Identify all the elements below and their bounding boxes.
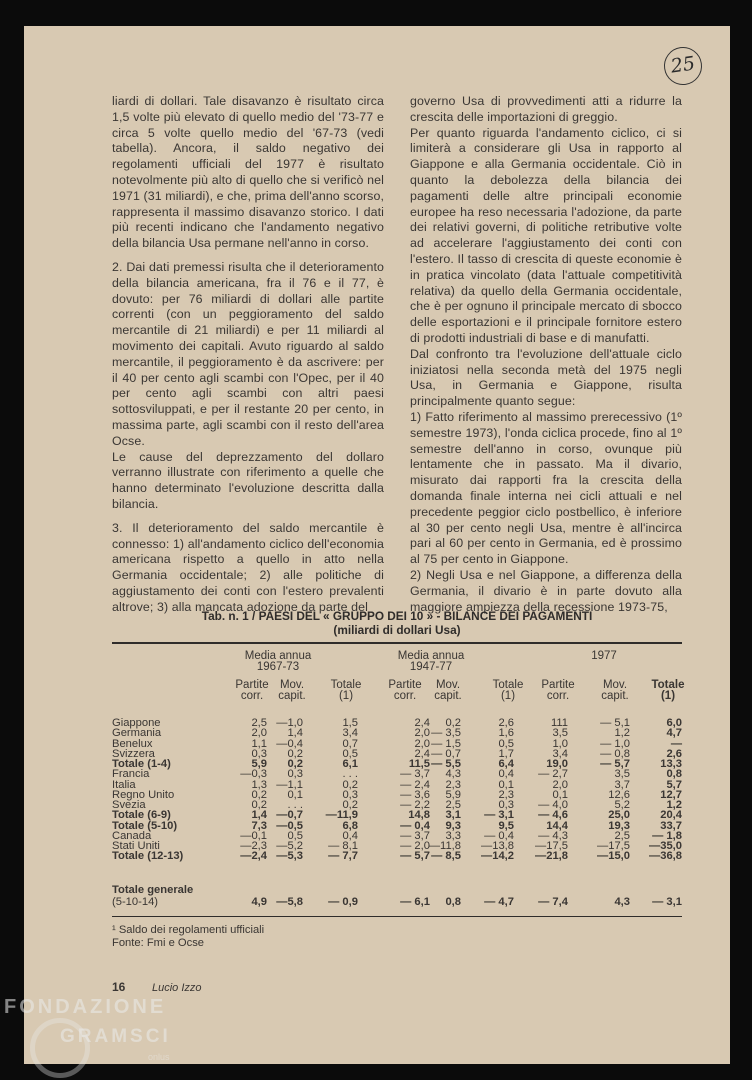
table-cell: 0,3 — [287, 768, 303, 781]
table-cell: 1,5 — [342, 717, 358, 729]
table-cell: 0,1 — [287, 788, 303, 801]
table-row-label: Benelux — [112, 737, 153, 750]
paragraph: 1) Fatto riferimento al massimo prerecessivo (1º semestre 1973), l'onda ciclica procede, fino al 1º semestre dell'anno in corso, ovunque più lentamente che in passato. Ma il divario, misurato dai rapporti fra la crescita della domanda finale interna nei cicli attuali e nel precedente peggior ciclo postbellico, è inferiore al 30 per cento negli Usa, mentre è all'incirca pari al 60 per cento in Germania, ed è prossimo al 75 per cento in Giappone. — [410, 409, 682, 567]
column-header: Partite — [388, 679, 422, 691]
table-cell: 2,5 — [251, 717, 267, 729]
table-cell: —0,1 — [240, 829, 267, 842]
table-cell: 0,3 — [251, 747, 267, 760]
table-cell: — 3,5 — [431, 727, 461, 740]
table-cell: 3,5 — [552, 727, 568, 740]
table-title-line1: Tab. n. 1 / PAESI DEL « GRUPPO DEI 10 » - BILANCE DEI PAGAMENTI — [201, 609, 593, 623]
table-cell: 6,4 — [498, 758, 514, 770]
column-header: Totale — [651, 679, 685, 691]
table-cell: 2,5 — [445, 799, 461, 811]
table-cell: —5,8 — [276, 896, 303, 908]
table-cell: —0,4 — [276, 737, 303, 750]
table-cell: —1,1 — [276, 778, 303, 791]
column-header: Mov. — [602, 679, 628, 691]
watermark-line3: onlus — [148, 1052, 170, 1062]
table-cell: — 5,7 — [400, 850, 430, 863]
footnote-1: ¹ Saldo dei regolamenti ufficiali — [112, 924, 265, 936]
table-cell: 0,2 — [251, 799, 267, 811]
column-header: capit. — [278, 690, 306, 702]
table-cell: — 5,5 — [431, 758, 461, 770]
table-cell: — 0,8 — [600, 747, 630, 760]
table-cell: — 4,7 — [484, 896, 514, 908]
table-cell: —2,4 — [240, 850, 267, 863]
table-cell: 0,2 — [251, 788, 267, 801]
table-cell: 0,1 — [498, 778, 514, 791]
table-cell: 2,0 — [251, 727, 267, 740]
table-cell: — 1,0 — [600, 737, 630, 750]
right-text-column — [410, 94, 682, 623]
table-cell: —1,0 — [276, 717, 303, 729]
table-row-label: Francia — [112, 768, 150, 781]
paragraph: 2. Dai dati premessi risulta che il deterioramento della bilancia americana, fra il 76 e il 77, è dovuto: per 76 miliardi di dollari alle partite correnti (con un peggioramento del saldo mercantile di 21 miliardi) e per 11 miliardi al movimento dei capitali. Avuto riguardo al saldo mercantile, il peggioramento è da ascrivere: per il 40 per cento agli scambi con l'Opec, per il 40 per cento agli scambi con altri paesi sottosviluppati, e per il restante 20 per cento, in massima parte, agli scambi con il resto dell'area Ocse. — [112, 259, 384, 448]
table-cell: 14,4 — [546, 819, 568, 832]
handwritten-page-number: 25 — [662, 45, 705, 88]
table-row-label: Stati Uniti — [112, 840, 160, 852]
table-cell: — 0,7 — [431, 747, 461, 760]
table-cell: 0,2 — [287, 747, 303, 760]
table-cell: 0,5 — [342, 747, 358, 760]
table-cell: 3,5 — [614, 768, 630, 781]
table-row-label: Giappone — [112, 717, 161, 729]
table-cell: 9,3 — [445, 819, 461, 832]
table-cell: 9,5 — [498, 819, 514, 832]
author-name: Lucio Izzo — [152, 982, 202, 994]
table-cell: . . . — [287, 799, 303, 811]
table-cell: — 0,9 — [328, 896, 358, 908]
column-header: corr. — [546, 690, 570, 702]
table-cell: 1,6 — [498, 727, 514, 740]
column-header: Partite — [541, 679, 575, 691]
table-cell: 0,5 — [498, 737, 514, 750]
table-cell: 3,4 — [552, 747, 568, 760]
table-cell: 2,4 — [414, 747, 430, 760]
table-cell: —11,8 — [428, 840, 461, 852]
table-cell: 0,1 — [552, 788, 568, 801]
table-cell: — 8,1 — [328, 840, 358, 852]
table-cell: — 4,3 — [538, 829, 568, 842]
column-group-header: 1967-73 — [256, 661, 300, 673]
table-cell: 1,4 — [251, 809, 267, 822]
table-cell: 20,4 — [660, 809, 682, 822]
watermark-line1: FONDAZIONE — [4, 996, 167, 1018]
table-cell: 4,3 — [614, 896, 630, 908]
column-header: Partite — [235, 679, 269, 691]
table-cell: — — [670, 737, 682, 750]
column-header: corr. — [240, 690, 264, 702]
table-cell: 1,7 — [498, 747, 514, 760]
table-cell: —5,2 — [276, 840, 303, 852]
paragraph: liardi di dollari. Tale disavanzo è risultato circa 1,5 volte più elevato di quello medio del '73-77 e circa 5 volte quello medio del '67-73 (vedi tabella). Ancora, il saldo negativo dei regolamenti ufficiali del 1977 è risultato notevolmente più alto di quello che si verificò nel 1971 (31 miliardi), e che, prima dell'anno scorso, rappresenta il massimo disavanzo storico. I dati più recenti indicano che l'andamento negativo della bilancia Usa permane nell'anno in corso. — [112, 94, 384, 251]
paragraph: Dal confronto tra l'evoluzione dell'attuale ciclo iniziatosi nella seconda metà del 1975 negli Usa, in Germania e Giappone, risulta principalmente quanto segue: — [410, 346, 682, 409]
table-cell: 11,5 — [408, 758, 430, 770]
source-note: Fonte: Fmi e Ocse — [112, 936, 205, 949]
table-cell: 3,3 — [445, 829, 461, 842]
table-cell: 2,5 — [614, 829, 630, 842]
table-cell: 0,8 — [666, 768, 682, 781]
table-cell: — 7,4 — [538, 896, 568, 908]
table-row-label: Totale (1-4) — [112, 758, 171, 770]
table-cell: 0,4 — [342, 829, 358, 842]
table-cell: 7,3 — [251, 819, 267, 832]
table-cell: —21,8 — [535, 850, 568, 863]
table-cell: 13,3 — [660, 758, 682, 770]
table-cell: 2,0 — [552, 778, 568, 791]
column-header: corr. — [393, 690, 417, 702]
table-cell: 4,9 — [251, 896, 267, 908]
table-cell: — 5,1 — [600, 717, 630, 729]
table-cell: — 7,7 — [328, 850, 358, 863]
table-cell: — 3,7 — [400, 768, 430, 781]
column-group-header: Media annua — [244, 650, 312, 662]
table-cell: 25,0 — [608, 809, 630, 822]
table-cell: 5,9 — [251, 758, 267, 770]
table-cell: 4,7 — [666, 727, 682, 740]
table-cell: 5,7 — [666, 778, 682, 791]
table-cell: — 3,1 — [484, 809, 514, 822]
table-cell: 2,3 — [498, 788, 514, 801]
table-cell: 0,3 — [498, 799, 514, 811]
table-cell: 0,2 — [445, 717, 461, 729]
table-row-label: Totale (6-9) — [112, 809, 171, 822]
table-row-label: Totale (12-13) — [112, 850, 184, 863]
column-group-header: Media annua — [397, 650, 465, 662]
column-group-header: 1947-77 — [409, 661, 453, 673]
table-cell: 12,6 — [608, 788, 630, 801]
paragraph: Per quanto riguarda l'andamento ciclico, ci si limiterà a considerare gli Usa in rapporto al Giappone e alla Germania occidentale. Ciò in quanto la debolezza della bilancia dei pagamenti delle altre principali economie europee ha reso necessaria l'adozione, da parte dei relativi governi, di politiche retributive volte ad accelerare l'aggiustamento dei conti con l'estero. Il tasso di crescita di queste economie è in pratica vincolato (data l'attuale competitività relativa) da quello della Germania occidentale, che è per ognuno il principale mercato di sbocco delle esportazioni e il principale fornitore estero di prodotti industriali di base e di manufatti. — [410, 125, 682, 345]
table-cell: — 4,6 — [538, 809, 568, 822]
table-cell: — 3,7 — [400, 829, 430, 842]
table-cell: 3,1 — [445, 809, 461, 822]
table-cell: —5,3 — [276, 850, 303, 863]
paragraph: Le cause del deprezzamento del dollaro verranno illustrate con riferimento a quelle che hanno determinato l'evoluzione descritta dalla bilancia. — [112, 449, 384, 511]
table-row-label: Svezia — [112, 799, 146, 811]
table-cell: — 3,1 — [652, 896, 682, 908]
table-cell: — 5,7 — [600, 758, 630, 770]
paragraph: 2) Negli Usa e nel Giappone, a differenza della Germania, il divario è in parte dovuto alla maggiore ampiezza della recessione 1973-75, — [410, 567, 682, 614]
table-cell: — 1,8 — [652, 829, 682, 842]
column-header: (1) — [500, 690, 516, 702]
table-cell: 5,2 — [614, 799, 630, 811]
table-cell: . . . — [342, 768, 358, 781]
left-text-column — [112, 94, 384, 624]
table-cell: — 3,6 — [400, 788, 430, 801]
table-cell: —17,5 — [535, 840, 568, 852]
table-cell: — 0,4 — [484, 829, 514, 842]
table-cell: 0,2 — [287, 758, 303, 770]
table-cell: —2,3 — [240, 840, 267, 852]
table-cell: —13,8 — [481, 840, 514, 852]
table-cell: 1,1 — [251, 737, 267, 750]
column-header: Totale — [492, 679, 524, 691]
table-cell: 1,3 — [251, 778, 267, 791]
column-header: Mov. — [279, 679, 305, 691]
watermark-line2: GRAMSCI — [60, 1026, 171, 1047]
table-cell: 4,3 — [445, 768, 461, 781]
table-cell: 0,3 — [342, 788, 358, 801]
total-general-label: Totale generale — [112, 884, 194, 896]
page-number: 16 — [112, 980, 126, 994]
table-cell: 0,7 — [342, 737, 358, 750]
table-cell: 111 — [550, 717, 568, 729]
paragraph: governo Usa di provvedimenti atti a ridurre la crescita delle importazioni di greggio. — [410, 94, 682, 124]
table-cell: 1,4 — [287, 727, 303, 740]
table-cell: 0,5 — [287, 829, 303, 842]
table-cell: — 1,5 — [431, 737, 461, 750]
table-title — [112, 610, 682, 637]
paragraph: 3. Il deterioramento del saldo mercantile è connesso: 1) all'andamento ciclico dell'economia americana rispetto a quello in atto nella Germania occidentale; 2) alle politiche di aggiustamento dei conti con l'estero prevalenti altrove; 3) alla mancata adozione da parte del — [112, 520, 384, 614]
table-cell: —17,5 — [597, 840, 630, 852]
table-cell: — 2,4 — [400, 778, 430, 791]
table-cell: —36,8 — [649, 850, 682, 863]
table-cell: — 2,7 — [538, 768, 568, 781]
table-cell: 6,0 — [666, 717, 682, 729]
table-row-label: Regno Unito — [112, 788, 175, 801]
column-header: (1) — [660, 690, 676, 702]
table-cell: 3,4 — [342, 727, 358, 740]
column-header: (1) — [338, 690, 354, 702]
table-cell: —0,7 — [276, 809, 303, 822]
table-row-label: Italia — [112, 778, 136, 791]
table-cell: 2,4 — [414, 717, 430, 729]
table-cell: 12,7 — [660, 788, 682, 801]
column-header: capit. — [601, 690, 629, 702]
table-cell: 1,0 — [552, 737, 568, 750]
table-cell: 2,0 — [414, 737, 430, 750]
table-top-rule — [112, 642, 682, 644]
column-header: capit. — [434, 690, 462, 702]
table-cell: —14,2 — [481, 850, 514, 863]
table-cell: 33,7 — [660, 819, 682, 832]
table-bottom-rule — [112, 916, 682, 917]
table-cell: 14,8 — [408, 809, 430, 822]
table-cell: — 4,0 — [538, 799, 568, 811]
table-cell: 19,3 — [608, 819, 630, 832]
table-cell: 1,2 — [614, 727, 630, 740]
table-cell: 0,2 — [342, 778, 358, 791]
table-cell: —0,3 — [240, 768, 267, 781]
table-cell: — 2,2 — [400, 799, 430, 811]
table-cell: 2,6 — [498, 717, 514, 729]
table-cell: 0,8 — [445, 896, 461, 908]
table-cell: — 6,1 — [400, 896, 430, 908]
table-row-label: Germania — [112, 727, 162, 740]
table-cell: 0,2 — [342, 799, 358, 811]
table-cell: —15,0 — [597, 850, 630, 863]
column-group-header: 1977 — [591, 650, 617, 662]
table-cell: — 2,0 — [400, 840, 430, 852]
table-cell: —0,5 — [276, 819, 303, 832]
column-header: Totale — [330, 679, 362, 691]
table-row-label: Totale (5-10) — [112, 819, 178, 832]
table-cell: 5,9 — [445, 788, 461, 801]
table-row-label: Svizzera — [112, 747, 155, 760]
table-cell: —35,0 — [649, 840, 682, 852]
table-title-line2: (miliardi di dollari Usa) — [333, 622, 461, 637]
table-cell: —11,9 — [325, 809, 358, 822]
table-cell: — 0,4 — [400, 819, 430, 832]
total-general-sublabel: (5-10-14) — [112, 896, 159, 908]
table-cell: 3,7 — [614, 778, 630, 791]
table-cell: 2,3 — [445, 778, 461, 791]
table-footnotes — [112, 924, 264, 949]
table-cell: 19,0 — [546, 758, 568, 770]
table-cell: 2,0 — [414, 727, 430, 740]
table-cell: 2,6 — [666, 747, 682, 760]
table-row-label: Canada — [112, 829, 152, 842]
column-header: Mov. — [435, 679, 461, 691]
table-cell: 6,1 — [342, 758, 358, 770]
table-cell: 6,8 — [342, 819, 358, 832]
table-cell: 1,2 — [666, 799, 682, 811]
table-cell: 0,4 — [498, 768, 514, 781]
table-cell: — 8,5 — [431, 850, 461, 863]
